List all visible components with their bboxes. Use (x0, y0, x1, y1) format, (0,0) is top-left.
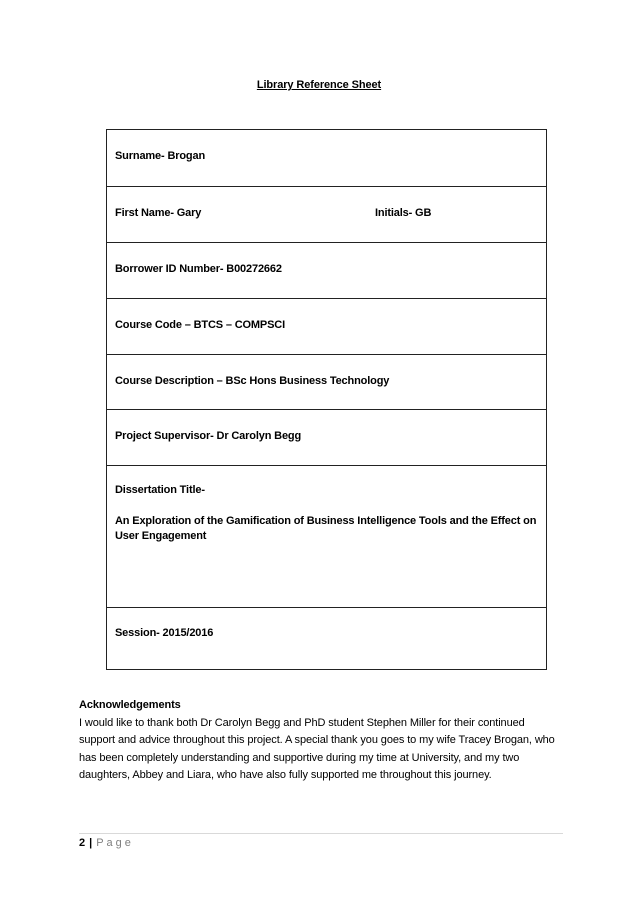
surname-field: Surname- Brogan (115, 150, 206, 162)
acknowledgements-body: I would like to thank both Dr Carolyn Begg and PhD student Stephen Miller for their continued support and advice throughout this project. A special thank you goes to my wife Tracey Brogan, who has been completely understanding and supportive during my time at University, and my two daughters, Abbey and Liara, who have also fully supported me throughout this journey. (79, 716, 555, 781)
course-description-row (107, 354, 546, 409)
footer-divider (79, 833, 563, 834)
session-row (107, 607, 546, 669)
surname-row (107, 130, 546, 186)
dissertation-row (107, 465, 546, 607)
borrower-id-row (107, 242, 546, 298)
page-title: Library Reference Sheet (256, 79, 382, 91)
acknowledgements-section (79, 697, 559, 785)
page-label: Page (96, 837, 134, 849)
library-reference-table (106, 129, 547, 670)
session-field: Session- 2015/2016 (115, 627, 214, 639)
acknowledgements-heading: Acknowledgements (79, 699, 181, 711)
initials-field: Initials- GB (375, 207, 432, 219)
footer-separator: | (89, 837, 93, 849)
first-name-row (107, 186, 546, 242)
borrower-id-field: Borrower ID Number- B00272662 (115, 263, 282, 275)
course-description-field: Course Description – BSc Hons Business Technology (115, 375, 390, 387)
project-supervisor-field: Project Supervisor- Dr Carolyn Begg (115, 430, 302, 442)
course-code-row (107, 298, 546, 354)
dissertation-label: Dissertation Title- (115, 484, 205, 496)
first-name-field: First Name- Gary (115, 207, 202, 219)
page-footer (79, 837, 134, 849)
course-code-field: Course Code – BTCS – COMPSCI (115, 319, 285, 331)
project-supervisor-row (107, 409, 546, 465)
page-number: 2 (79, 837, 86, 849)
dissertation-title: An Exploration of the Gamification of Business Intelligence Tools and the Effect on User Engagement (115, 515, 537, 542)
